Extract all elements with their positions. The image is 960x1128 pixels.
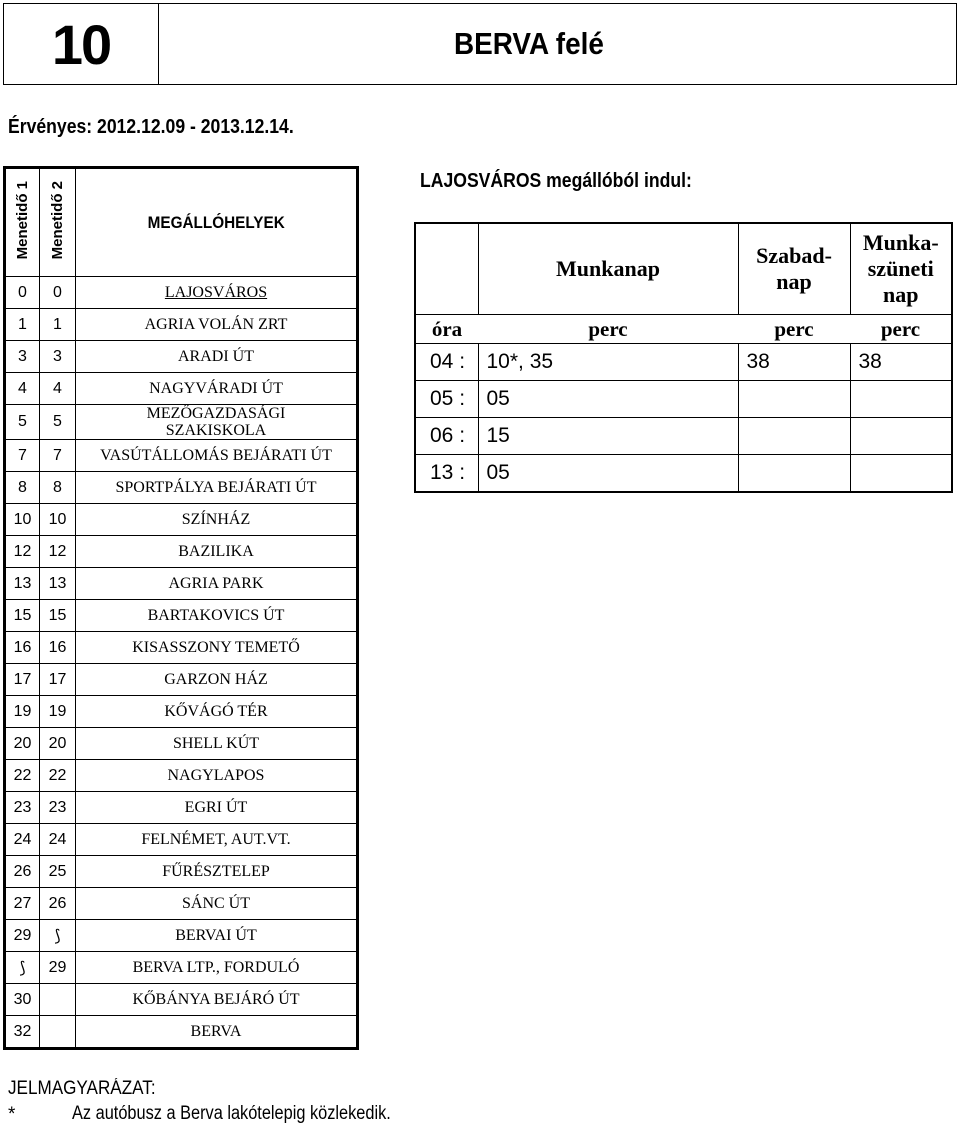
departure-row: [416, 418, 951, 455]
legend-star-text: Az autóbusz a Berva lakótelepig közlekedik.: [72, 1103, 391, 1124]
departures-subheader: [416, 315, 951, 344]
travel-time-1: 10: [6, 504, 40, 536]
stop-row: [6, 504, 357, 536]
workday-minutes: 05: [478, 381, 738, 418]
holiday-minutes: 38: [850, 344, 951, 381]
departure-row: [416, 455, 951, 492]
holiday-minutes: [850, 381, 951, 418]
stop-row: [6, 277, 357, 309]
travel-time-2: [40, 984, 76, 1016]
stop-name: BAZILIKA: [76, 536, 357, 568]
workday-minutes: 15: [478, 418, 738, 455]
stop-name: NAGYVÁRADI ÚT: [76, 373, 357, 405]
travel-time-2: 24: [40, 824, 76, 856]
travel-time-2: 15: [40, 600, 76, 632]
stop-name: GARZON HÁZ: [76, 664, 357, 696]
stop-row: [6, 341, 357, 373]
stops-table-header: [6, 169, 357, 277]
stop-name: BERVA LTP., FORDULÓ: [76, 952, 357, 984]
route-number: 10: [4, 4, 159, 84]
departure-hour: 05 :: [416, 381, 478, 418]
stop-name: BERVA: [76, 1016, 357, 1048]
travel-time-1: 8: [6, 472, 40, 504]
stop-row: [6, 405, 357, 440]
travel-time-2: 25: [40, 856, 76, 888]
travel-time-1-header: Menetidő 1: [6, 169, 40, 277]
stops-header: MEGÁLLÓHELYEK: [76, 169, 357, 277]
stop-name: EGRI ÚT: [76, 792, 357, 824]
stop-name: VASÚTÁLLOMÁS BEJÁRATI ÚT: [76, 440, 357, 472]
stop-row: [6, 696, 357, 728]
travel-time-1: 17: [6, 664, 40, 696]
saturday-minute-subheader: perc: [738, 315, 850, 344]
stop-name: AGRIA PARK: [76, 568, 357, 600]
stop-name: BERVAI ÚT: [76, 920, 357, 952]
travel-time-1: ⟆: [6, 952, 40, 984]
departures-title: LAJOSVÁROS megállóból indul:: [420, 170, 692, 192]
stop-name: SPORTPÁLYA BEJÁRATI ÚT: [76, 472, 357, 504]
departure-hour: 13 :: [416, 455, 478, 492]
travel-time-1: 23: [6, 792, 40, 824]
travel-time-1: 26: [6, 856, 40, 888]
stop-row: [6, 664, 357, 696]
timetable-header: [3, 3, 957, 85]
stops-table: [3, 166, 359, 1050]
route-direction: BERVA felé: [454, 26, 604, 61]
stop-name: FŰRÉSZTELEP: [76, 856, 357, 888]
holiday-minute-subheader: perc: [850, 315, 951, 344]
travel-time-2: 13: [40, 568, 76, 600]
stop-row: [6, 856, 357, 888]
stop-row: [6, 373, 357, 405]
travel-time-2: 3: [40, 341, 76, 373]
stop-row: [6, 728, 357, 760]
travel-time-1: 29: [6, 920, 40, 952]
stop-name: MEZŐGAZDASÁGI SZAKISKOLA: [76, 405, 357, 440]
stop-row: [6, 309, 357, 341]
travel-time-1: 5: [6, 405, 40, 440]
saturday-minutes: 38: [738, 344, 850, 381]
travel-time-2: 20: [40, 728, 76, 760]
stop-name: AGRIA VOLÁN ZRT: [76, 309, 357, 341]
hour-subheader: óra: [416, 315, 478, 344]
stop-row: [6, 760, 357, 792]
stop-name: FELNÉMET, AUT.VT.: [76, 824, 357, 856]
stop-name: LAJOSVÁROS: [76, 277, 357, 309]
travel-time-2: 7: [40, 440, 76, 472]
travel-time-1: 20: [6, 728, 40, 760]
workday-minutes: 05: [478, 455, 738, 492]
stop-row: [6, 824, 357, 856]
stop-row: [6, 600, 357, 632]
travel-time-2: 12: [40, 536, 76, 568]
travel-time-1: 13: [6, 568, 40, 600]
travel-time-1: 22: [6, 760, 40, 792]
travel-time-2: 16: [40, 632, 76, 664]
saturday-minutes: [738, 418, 850, 455]
workday-minute-subheader: perc: [478, 315, 738, 344]
travel-time-2: [40, 1016, 76, 1048]
travel-time-1: 30: [6, 984, 40, 1016]
travel-time-1: 16: [6, 632, 40, 664]
saturday-header: Szabad- nap: [738, 224, 850, 315]
departures-day-header: [416, 224, 951, 315]
stop-row: [6, 472, 357, 504]
legend-star-symbol: *: [8, 1104, 16, 1125]
travel-time-1: 19: [6, 696, 40, 728]
stop-name: SZÍNHÁZ: [76, 504, 357, 536]
stop-name: NAGYLAPOS: [76, 760, 357, 792]
stop-name: KŐBÁNYA BEJÁRÓ ÚT: [76, 984, 357, 1016]
stop-name: KISASSZONY TEMETŐ: [76, 632, 357, 664]
departure-row: [416, 381, 951, 418]
travel-time-1: 12: [6, 536, 40, 568]
saturday-minutes: [738, 381, 850, 418]
legend-title: JELMAGYARÁZAT:: [8, 1078, 156, 1099]
travel-time-2: 17: [40, 664, 76, 696]
stop-row: [6, 888, 357, 920]
stop-name: ARADI ÚT: [76, 341, 357, 373]
departure-hour: 04 :: [416, 344, 478, 381]
departures-table: [414, 222, 953, 493]
travel-time-1: 3: [6, 341, 40, 373]
stop-row: [6, 1016, 357, 1048]
stop-row: [6, 984, 357, 1016]
travel-time-2: ⟆: [40, 920, 76, 952]
stop-row: [6, 568, 357, 600]
stop-row: [6, 440, 357, 472]
travel-time-2: 0: [40, 277, 76, 309]
stop-row: [6, 952, 357, 984]
departure-hour: 06 :: [416, 418, 478, 455]
stop-name: SHELL KÚT: [76, 728, 357, 760]
travel-time-2: 8: [40, 472, 76, 504]
saturday-minutes: [738, 455, 850, 492]
travel-time-2: 22: [40, 760, 76, 792]
stop-name: BARTAKOVICS ÚT: [76, 600, 357, 632]
travel-time-1: 32: [6, 1016, 40, 1048]
stop-name: SÁNC ÚT: [76, 888, 357, 920]
departure-row: [416, 344, 951, 381]
holiday-minutes: [850, 418, 951, 455]
travel-time-2: 19: [40, 696, 76, 728]
travel-time-2: 26: [40, 888, 76, 920]
travel-time-2: 29: [40, 952, 76, 984]
travel-time-1: 27: [6, 888, 40, 920]
stop-row: [6, 792, 357, 824]
stop-row: [6, 920, 357, 952]
validity-period: Érvényes: 2012.12.09 - 2013.12.14.: [8, 116, 294, 138]
travel-time-2: 4: [40, 373, 76, 405]
travel-time-2: 5: [40, 405, 76, 440]
holiday-minutes: [850, 455, 951, 492]
stop-name: KŐVÁGÓ TÉR: [76, 696, 357, 728]
travel-time-1: 4: [6, 373, 40, 405]
travel-time-1: 15: [6, 600, 40, 632]
hour-col-head: [416, 224, 478, 315]
travel-time-2: 23: [40, 792, 76, 824]
travel-time-2-header: Menetidő 2: [40, 169, 76, 277]
stop-row: [6, 536, 357, 568]
travel-time-1: 24: [6, 824, 40, 856]
travel-time-1: 1: [6, 309, 40, 341]
holiday-header: Munka- szüneti nap: [850, 224, 951, 315]
travel-time-2: 1: [40, 309, 76, 341]
workday-header: Munkanap: [478, 224, 738, 315]
travel-time-2: 10: [40, 504, 76, 536]
travel-time-1: 7: [6, 440, 40, 472]
workday-minutes: 10*, 35: [478, 344, 738, 381]
stop-row: [6, 632, 357, 664]
travel-time-1: 0: [6, 277, 40, 309]
